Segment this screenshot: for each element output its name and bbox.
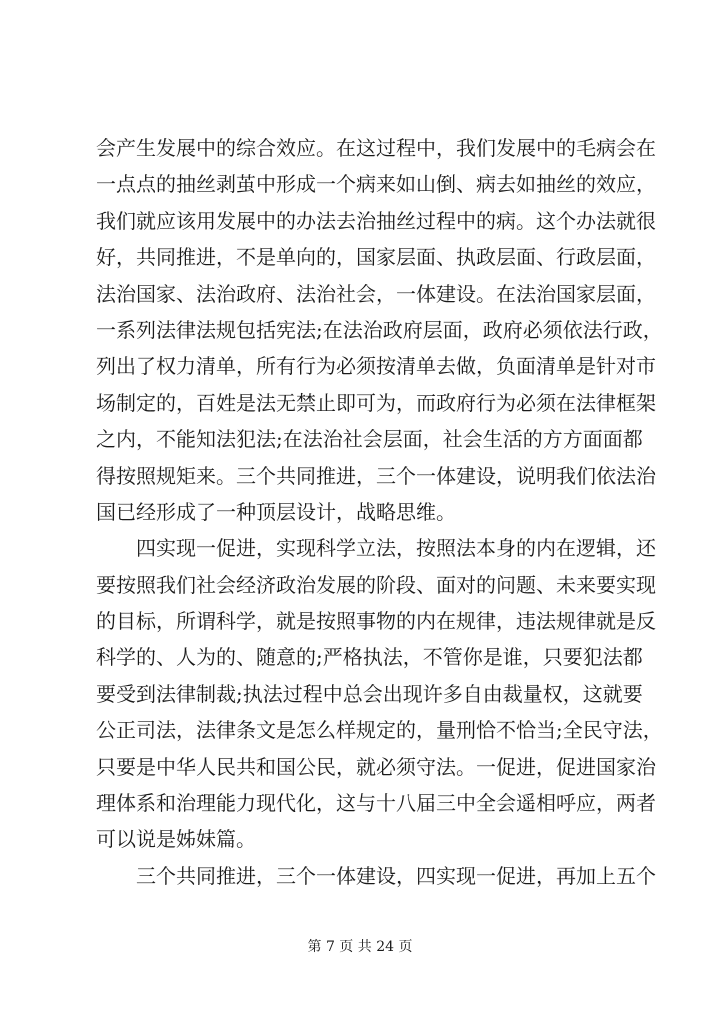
text-line: 好，共同推进，不是单向的，国家层面、执政层面、行政层面， — [96, 245, 656, 270]
text-line: 理体系和治理能力现代化，这与十八届三中全会遥相呼应，两者 — [96, 791, 656, 816]
text-line: 一点点的抽丝剥茧中形成一个病来如山倒、病去如抽丝的效应， — [96, 172, 656, 197]
text-line: 我们就应该用发展中的办法去治抽丝过程中的病。这个办法就很 — [96, 208, 656, 233]
text-line: 四实现一促进，实现科学立法，按照法本身的内在逻辑，还 — [136, 536, 656, 561]
text-line: 科学的、人为的、随意的;严格执法，不管你是谁，只要犯法都 — [96, 645, 643, 670]
text-line: 可以说是姊妹篇。 — [96, 827, 256, 852]
text-line: 列出了权力清单，所有行为必须按清单去做，负面清单是针对市 — [96, 354, 656, 379]
text-line: 只要是中华人民共和国公民，就必须守法。一促进，促进国家治 — [96, 754, 656, 779]
text-line: 一系列法律法规包括宪法;在法治政府层面，政府必须依法行政， — [96, 317, 663, 342]
body-text — [96, 130, 663, 894]
paragraph — [96, 530, 663, 858]
text-line: 三个共同推进，三个一体建设，四实现一促进，再加上五个 — [136, 863, 656, 888]
text-line: 场制定的，百姓是法无禁止即可为，而政府行为必须在法律框架 — [96, 390, 656, 415]
paragraph — [96, 858, 656, 894]
text-line: 国已经形成了一种顶层设计，战略思维。 — [96, 499, 456, 524]
text-line: 的目标，所谓科学，就是按照事物的内在规律，违法规律就是反 — [96, 609, 656, 634]
text-line: 公正司法，法律条文是怎么样规定的，量刑恰不恰当;全民守法， — [96, 718, 663, 743]
text-line: 之内，不能知法犯法;在法治社会层面，社会生活的方方面面都 — [96, 427, 643, 452]
page-footer: 第 7 页 共 24 页 — [307, 939, 413, 955]
text-line: 会产生发展中的综合效应。在这过程中，我们发展中的毛病会在 — [96, 136, 656, 160]
text-line: 得按照规矩来。三个共同推进，三个一体建设，说明我们依法治 — [96, 463, 656, 488]
text-line: 要按照我们社会经济政治发展的阶段、面对的问题、未来要实现 — [96, 572, 656, 597]
text-line: 法治国家、法治政府、法治社会，一体建设。在法治国家层面， — [96, 281, 656, 306]
paragraph — [96, 130, 663, 530]
text-line: 要受到法律制裁;执法过程中总会出现许多自由裁量权，这就要 — [96, 681, 643, 706]
